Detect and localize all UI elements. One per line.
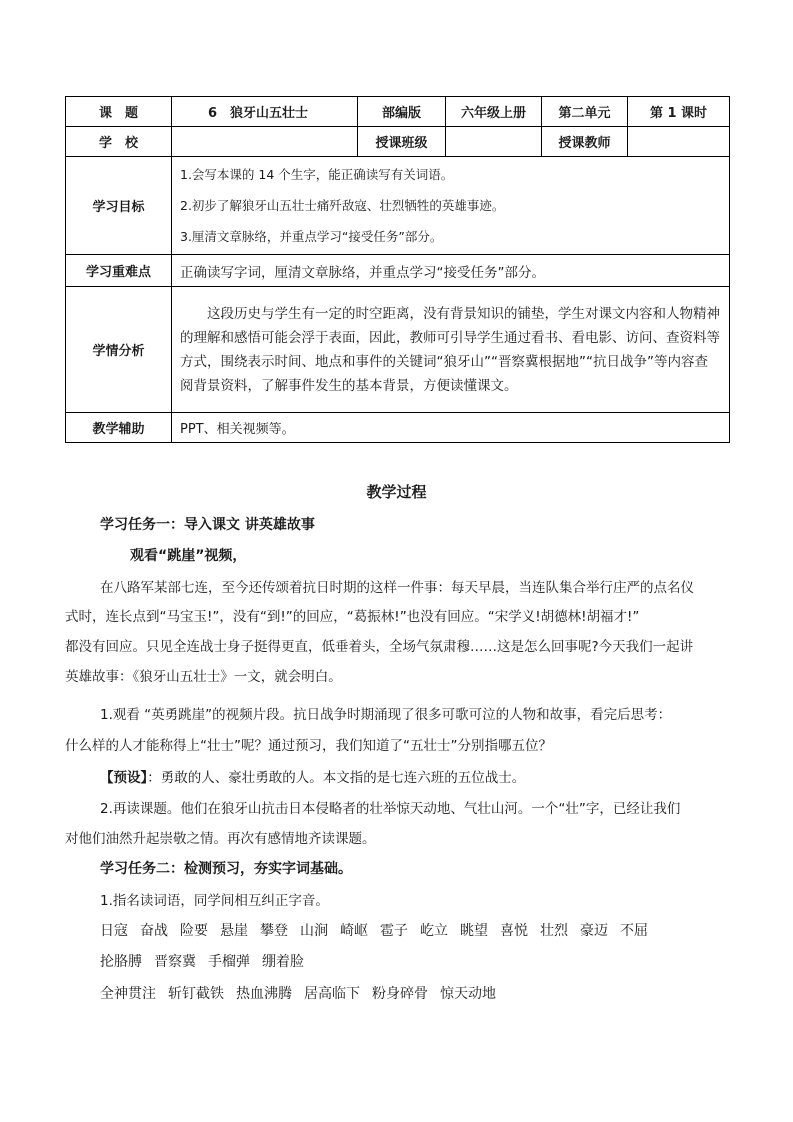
preset-text: ：勇敢的人、豪壮勇敢的人。本文指的是七连六班的五位战士。	[147, 770, 526, 786]
word-row-3	[100, 983, 508, 1003]
goal-item: 3.厘清文章脉络，并重点学习“接受任务”部分。	[180, 229, 443, 244]
aids-text: PPT、相关视频等。	[172, 413, 730, 443]
word-item: 斩钉截铁	[168, 986, 224, 1002]
paragraph-line: 式时，连长点到“马宝玉!”，没有“到!”的回应，“葛振林!”也没有回应。“宋学义!胡德林!胡福才!”	[65, 609, 640, 625]
paragraph-line: 什么样的人才能称得上“壮士”呢？通过预习，我们知道了“五壮士”分别指哪五位？	[65, 738, 552, 754]
word-item: 豪迈	[580, 923, 608, 939]
paragraph-line: 英雄故事：《狼牙山五壮士》一文，就会明白。	[65, 669, 342, 685]
grade: 六年级上册	[446, 97, 542, 127]
word-item: 喜悦	[500, 923, 528, 939]
paragraph-line: 1.观看 “英勇跳崖”的视频片段。抗日战争时期涌现了很多可歌可泣的人物和故事，看完后思考：	[100, 707, 672, 723]
goal-item: 1.会写本课的 14 个生字，能正确读写有关词语。	[180, 167, 454, 182]
word-item: 崎岖	[340, 923, 368, 939]
paragraph-line: 1.指名读词语，同学间相互纠正字音。	[100, 893, 329, 909]
teacher-value	[628, 127, 730, 157]
class-value	[446, 127, 542, 157]
school-label: 学 校	[66, 127, 172, 157]
period: 第 1 课时	[628, 97, 730, 127]
watch-heading: 观看“跳崖”视频，	[130, 548, 247, 564]
focus-text: 正确读写字词，厘清文章脉络，并重点学习“接受任务”部分。	[172, 255, 730, 287]
class-label: 授课班级	[358, 127, 446, 157]
table-row	[66, 413, 730, 443]
word-item: 山涧	[300, 923, 328, 939]
word-item: 壮烈	[540, 923, 568, 939]
word-item: 日寇	[100, 923, 128, 939]
preset-label: 【预设】	[100, 770, 148, 786]
word-item: 惊天动地	[440, 986, 496, 1002]
task1-heading: 学习任务一：导入课文 讲英雄故事	[100, 517, 315, 533]
lesson-info-table	[65, 96, 730, 443]
edition: 部编版	[358, 97, 446, 127]
word-item: 屹立	[420, 923, 448, 939]
paragraph-line: 都没有回应。只见全连战士身子挺得更直，低垂着头，全场气氛肃穆……这是怎么回事呢?今天我们一起讲	[65, 639, 694, 655]
preset-line	[100, 766, 525, 786]
word-item: 奋战	[140, 923, 168, 939]
task2-heading: 学习任务二：检测预习，夯实字词基础。	[100, 861, 352, 877]
table-row	[66, 97, 730, 127]
goals-content	[172, 157, 730, 255]
table-row	[66, 287, 730, 413]
word-item: 攀登	[260, 923, 288, 939]
word-row-2	[100, 951, 316, 971]
word-item: 不屈	[620, 923, 648, 939]
word-item: 悬崖	[220, 923, 248, 939]
goals-label: 学习目标	[66, 157, 172, 255]
word-item: 抡胳膊	[100, 954, 142, 970]
analysis-cell	[172, 287, 730, 413]
word-item: 雹子	[380, 923, 408, 939]
word-item: 全神贯注	[100, 986, 156, 1002]
word-item: 晋察冀	[154, 954, 196, 970]
analysis-label: 学情分析	[66, 287, 172, 413]
word-item: 绷着脸	[262, 954, 304, 970]
unit: 第二单元	[542, 97, 628, 127]
goal-item: 2.初步了解狼牙山五壮士痛歼敌寇、壮烈牺牲的英雄事迹。	[180, 198, 505, 213]
table-row	[66, 157, 730, 255]
lesson-title: 6 狼牙山五壮士	[172, 97, 358, 127]
word-item: 险要	[180, 923, 208, 939]
word-item: 手榴弹	[208, 954, 250, 970]
process-title: 教学过程	[366, 483, 427, 501]
word-item: 居高临下	[304, 986, 360, 1002]
focus-label: 学习重难点	[66, 255, 172, 287]
word-item: 热血沸腾	[236, 986, 292, 1002]
school-value	[172, 127, 358, 157]
aids-label: 教学辅助	[66, 413, 172, 443]
analysis-text: 这段历史与学生有一定的时空距离，没有背景知识的铺垫，学生对课文内容和人物精神的理解和感悟可能会浮于表面，因此，教师可引导学生通过看书、看电影、访问、查资料等方式，围绕表示时间、地点和事件的关键词“狼牙山”“晋察冀根据地”“抗日战争”等内容查阅背景资料，了解事件发生的基本背景，方便读懂课文。	[180, 305, 720, 394]
paragraph-line: 2.再读课题。他们在狼牙山抗击日本侵略者的壮举惊天动地、气壮山河。一个“壮”字，已经让我们	[100, 801, 681, 817]
paragraph-line: 对他们油然升起崇敬之情。再次有感情地齐读课题。	[65, 831, 376, 847]
table-row	[66, 127, 730, 157]
teacher-label: 授课教师	[542, 127, 628, 157]
word-item: 眺望	[460, 923, 488, 939]
word-row-1	[100, 920, 660, 940]
table-row	[66, 255, 730, 287]
paragraph-line: 在八路军某部七连，至今还传颂着抗日时期的这样一件事：每天早晨，当连队集合举行庄严的点名仪	[100, 580, 694, 596]
lesson-label: 课 题	[66, 97, 172, 127]
word-item: 粉身碎骨	[372, 986, 428, 1002]
